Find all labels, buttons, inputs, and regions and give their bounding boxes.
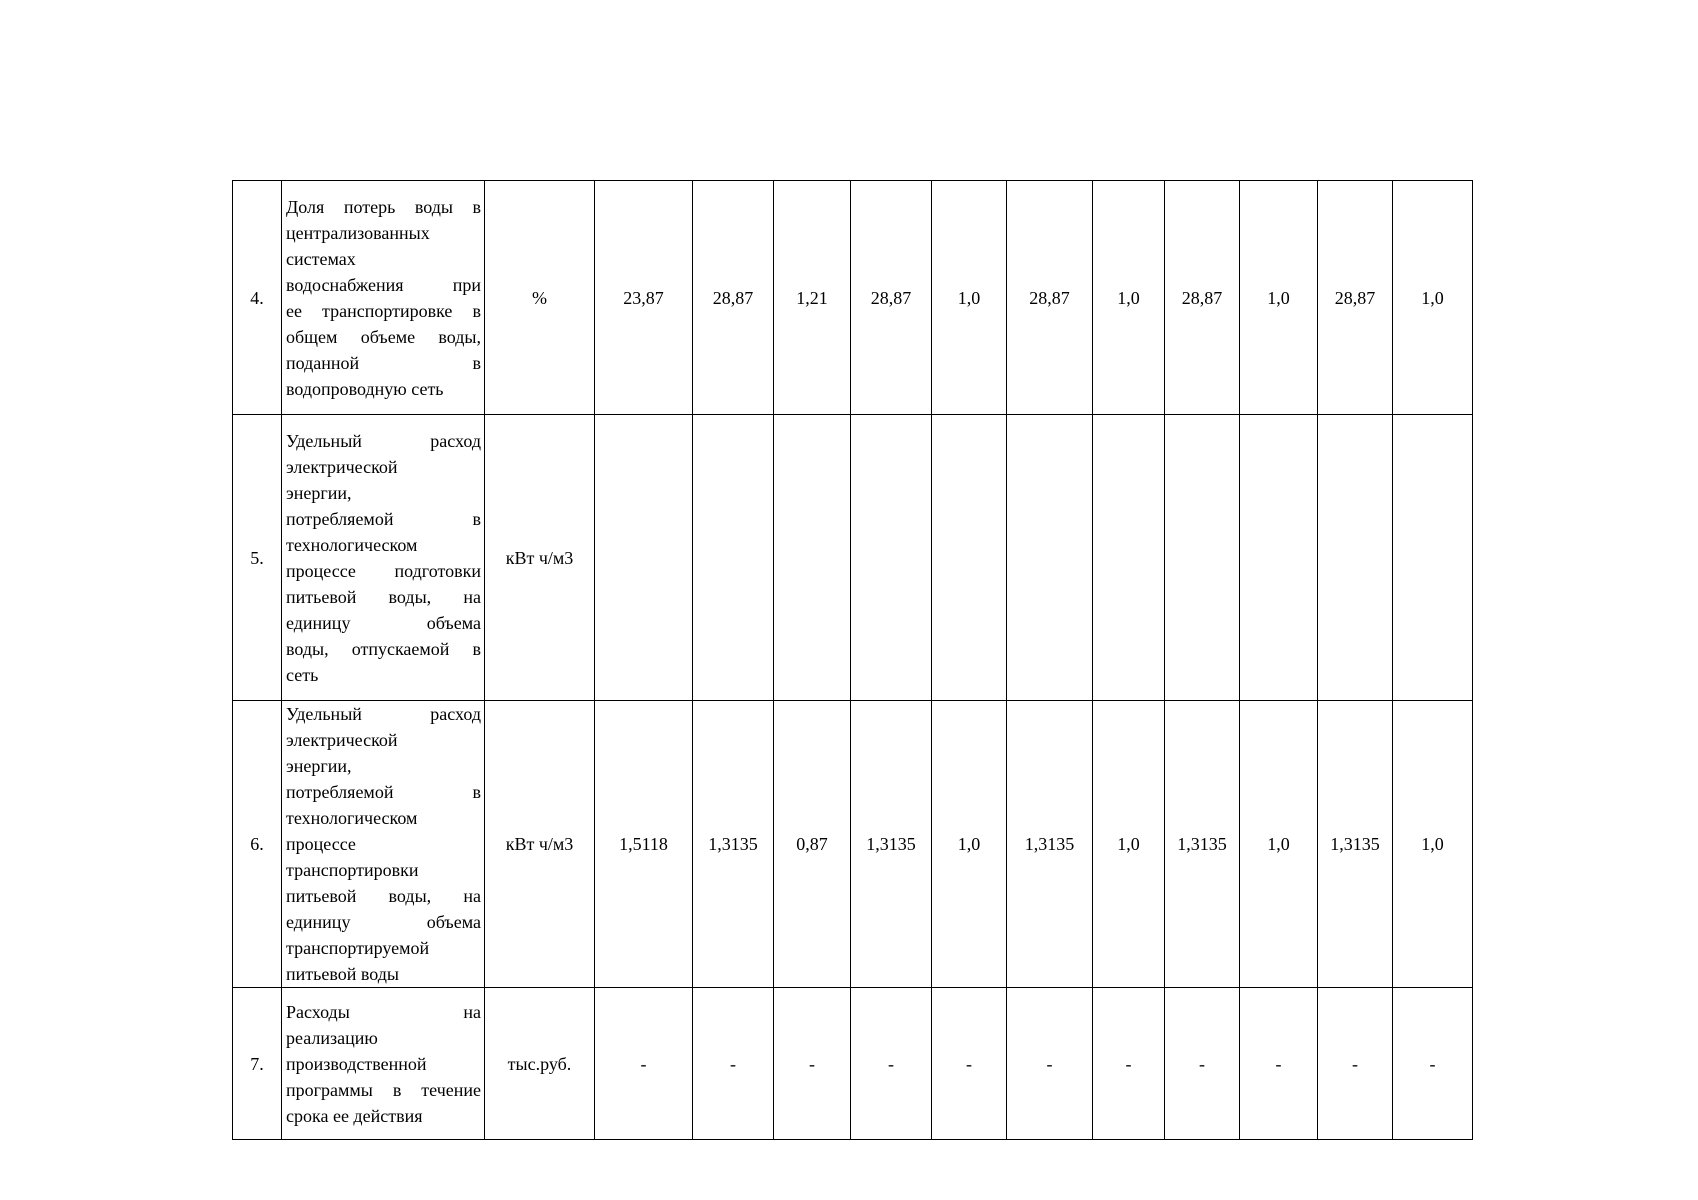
- value-cell: 1,0: [1393, 701, 1473, 988]
- unit-cell: тыс.руб.: [485, 988, 595, 1140]
- indicator-name-line: ее транспортировке в: [286, 300, 481, 321]
- value-cell: [1007, 415, 1093, 701]
- row-number: 5.: [233, 415, 282, 701]
- indicator-name-line: воды, отпускаемой в: [286, 638, 481, 659]
- indicator-name-line: технологическом: [286, 534, 418, 555]
- value-cell: [595, 415, 693, 701]
- value-cell: 1,0: [1240, 181, 1318, 415]
- indicator-name: [282, 701, 485, 988]
- value-cell: [1240, 415, 1318, 701]
- indicator-name-line: системах: [286, 248, 356, 269]
- value-cell: [1093, 415, 1165, 701]
- value-cell: -: [693, 988, 774, 1140]
- value-cell: [851, 415, 932, 701]
- value-cell: [1318, 415, 1393, 701]
- indicator-name-line: реализацию: [286, 1027, 378, 1048]
- value-cell: -: [1393, 988, 1473, 1140]
- value-cell: [693, 415, 774, 701]
- value-cell: 1,0: [932, 181, 1007, 415]
- indicator-name-line: единицу объема: [286, 612, 481, 633]
- indicator-name-line: электрической: [286, 456, 398, 477]
- value-cell: 28,87: [1007, 181, 1093, 415]
- indicator-name-line: питьевой воды: [286, 964, 399, 984]
- indicator-name-line: Доля потерь воды в: [286, 196, 481, 217]
- value-cell: [1393, 415, 1473, 701]
- indicator-name: [282, 988, 485, 1140]
- value-cell: -: [932, 988, 1007, 1140]
- value-cell: 1,0: [1093, 181, 1165, 415]
- indicator-name-line: питьевой воды, на: [286, 886, 481, 906]
- value-cell: 1,3135: [1318, 701, 1393, 988]
- value-cell: 1,3135: [693, 701, 774, 988]
- row-number: 7.: [233, 988, 282, 1140]
- table-row: [233, 701, 1473, 988]
- value-cell: -: [1093, 988, 1165, 1140]
- value-cell: 1,5118: [595, 701, 693, 988]
- indicator-name-line: потребляемой в: [286, 782, 481, 802]
- indicator-name-line: Удельный расход: [286, 704, 481, 724]
- indicator-name: [282, 181, 485, 415]
- indicator-name-line: общем объеме воды,: [286, 326, 481, 347]
- row-number: 4.: [233, 181, 282, 415]
- value-cell: 23,87: [595, 181, 693, 415]
- indicator-name-line: производственной: [286, 1053, 427, 1074]
- indicator-name-line: поданной в: [286, 352, 481, 373]
- indicator-name-line: централизованных: [286, 222, 430, 243]
- value-cell: 1,3135: [851, 701, 932, 988]
- unit-cell: кВт ч/м3: [485, 415, 595, 701]
- indicator-name-line: энергии,: [286, 756, 352, 776]
- indicator-name-line: водопроводную сеть: [286, 378, 444, 399]
- value-cell: 1,3135: [1007, 701, 1093, 988]
- indicator-name-line: водоснабжения при: [286, 274, 481, 295]
- indicator-name-line: потребляемой в: [286, 508, 481, 529]
- indicator-name: [282, 415, 485, 701]
- indicator-name-line: питьевой воды, на: [286, 586, 481, 607]
- value-cell: -: [1007, 988, 1093, 1140]
- table-row: [233, 181, 1473, 415]
- table-row: [233, 415, 1473, 701]
- value-cell: 1,0: [1093, 701, 1165, 988]
- value-cell: -: [595, 988, 693, 1140]
- value-cell: 1,3135: [1165, 701, 1240, 988]
- value-cell: [1165, 415, 1240, 701]
- value-cell: -: [1165, 988, 1240, 1140]
- row-number: 6.: [233, 701, 282, 988]
- table-row: [233, 988, 1473, 1140]
- indicator-name-line: срока ее действия: [286, 1105, 423, 1126]
- indicator-name-line: транспортируемой: [286, 938, 430, 958]
- value-cell: 28,87: [1318, 181, 1393, 415]
- indicator-name-line: технологическом: [286, 808, 418, 828]
- indicator-name-line: Расходы на: [286, 1001, 481, 1022]
- unit-cell: кВт ч/м3: [485, 701, 595, 988]
- value-cell: -: [851, 988, 932, 1140]
- value-cell: 1,21: [774, 181, 851, 415]
- indicators-table: [232, 180, 1473, 1140]
- value-cell: 0,87: [774, 701, 851, 988]
- indicator-name-line: транспортировки: [286, 860, 419, 880]
- value-cell: 28,87: [851, 181, 932, 415]
- value-cell: 1,0: [1393, 181, 1473, 415]
- indicator-name-line: единицу объема: [286, 912, 481, 932]
- value-cell: [774, 415, 851, 701]
- value-cell: -: [774, 988, 851, 1140]
- indicator-name-line: энергии,: [286, 482, 352, 503]
- indicator-name-line: сеть: [286, 664, 319, 685]
- value-cell: [932, 415, 1007, 701]
- value-cell: -: [1240, 988, 1318, 1140]
- value-cell: 1,0: [1240, 701, 1318, 988]
- indicator-name-line: электрической: [286, 730, 398, 750]
- indicator-name-line: процессе: [286, 834, 356, 854]
- indicator-name-line: программы в течение: [286, 1079, 481, 1100]
- unit-cell: %: [485, 181, 595, 415]
- value-cell: 1,0: [932, 701, 1007, 988]
- indicator-name-line: Удельный расход: [286, 430, 481, 451]
- value-cell: -: [1318, 988, 1393, 1140]
- indicator-name-line: процессе подготовки: [286, 560, 481, 581]
- value-cell: 28,87: [693, 181, 774, 415]
- value-cell: 28,87: [1165, 181, 1240, 415]
